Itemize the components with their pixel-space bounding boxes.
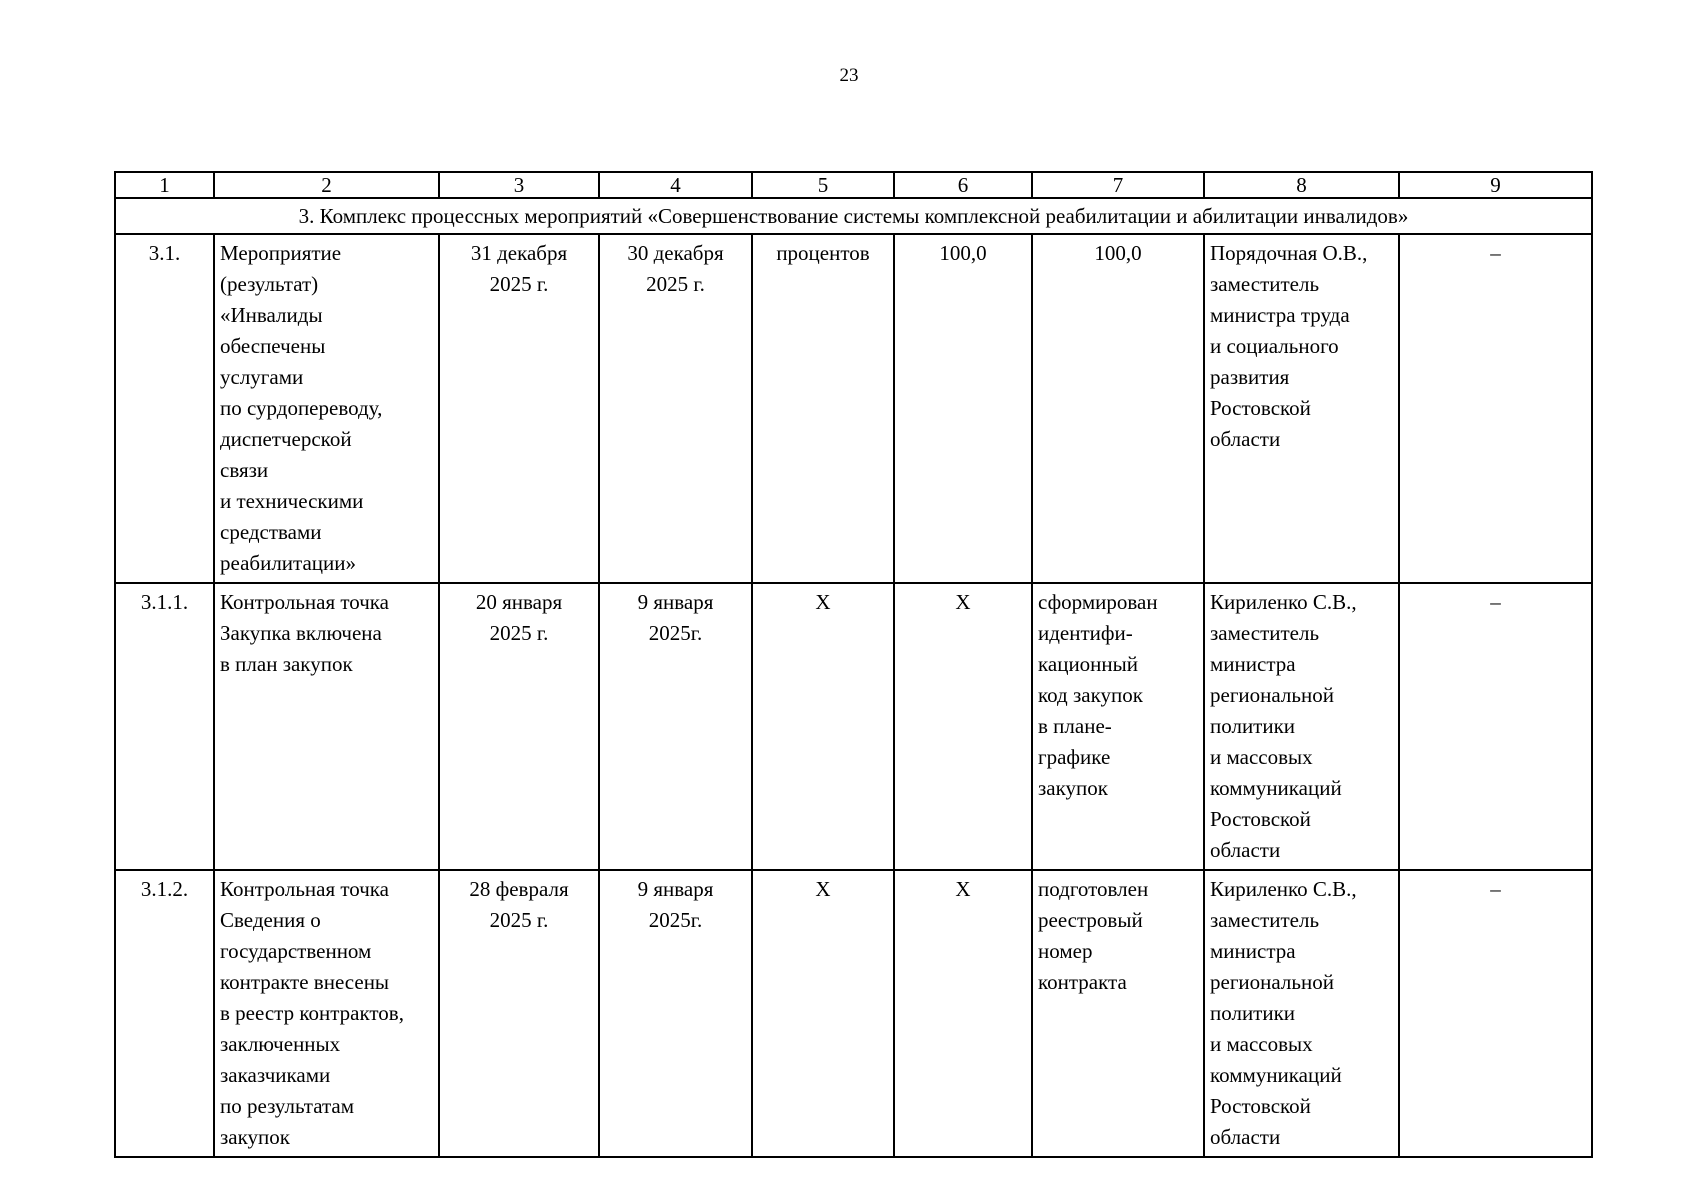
section-title: 3. Комплекс процессных мероприятий «Совершенствование системы комплексной реабилитации и абилитации инвалидов» — [115, 198, 1592, 234]
column-number: 8 — [1204, 172, 1399, 198]
event-name — [214, 234, 439, 583]
responsible-text: Кириленко С.В., заместитель министра региональной политики и массовых коммуникаций Ростовской области — [1210, 590, 1357, 862]
table-row — [115, 870, 1592, 1157]
fact-value — [1032, 870, 1204, 1157]
fact-value — [1032, 234, 1204, 583]
fact-value — [1032, 583, 1204, 870]
plan-date-text: 28 февраля 2025 г. — [469, 877, 569, 932]
column-number: 6 — [894, 172, 1032, 198]
column-number: 5 — [752, 172, 894, 198]
table-row — [115, 583, 1592, 870]
fact-date — [599, 234, 752, 583]
event-name-text: Контрольная точка Сведения о государственном контракте внесены в реестр контрактов, заключенных заказчиками по результатам закупок — [220, 877, 404, 1149]
note: – — [1399, 870, 1592, 1157]
column-number: 4 — [599, 172, 752, 198]
plan-value: X — [894, 583, 1032, 870]
event-name-text: Контрольная точка Закупка включена в план закупок — [220, 590, 390, 676]
event-name — [214, 870, 439, 1157]
plan-date — [439, 583, 599, 870]
column-number: 3 — [439, 172, 599, 198]
fact-date-text: 9 января 2025г. — [637, 590, 714, 645]
event-name — [214, 583, 439, 870]
column-number: 9 — [1399, 172, 1592, 198]
responsible-text: Кириленко С.В., заместитель министра региональной политики и массовых коммуникаций Ростовской области — [1210, 877, 1357, 1149]
responsible-text: Порядочная О.В., заместитель министра труда и социального развития Ростовской области — [1210, 241, 1368, 451]
plan-value: 100,0 — [894, 234, 1032, 583]
fact-value-text: 100,0 — [1094, 241, 1142, 265]
event-name-text: Мероприятие (результат) «Инвалиды обеспечены услугами по сурдопереводу, диспетчерской связи и техническими средствами реабилитации» — [220, 241, 383, 575]
fact-date — [599, 870, 752, 1157]
column-number: 2 — [214, 172, 439, 198]
responsible — [1204, 870, 1399, 1157]
fact-value-text: сформирован идентифи- кационный код закупок в плане- графике закупок — [1038, 590, 1158, 800]
fact-date-text: 30 декабря 2025 г. — [627, 241, 724, 296]
row-number: 3.1.2. — [115, 870, 214, 1157]
note: – — [1399, 583, 1592, 870]
plan-date-text: 20 января 2025 г. — [475, 590, 563, 645]
row-number: 3.1. — [115, 234, 214, 583]
unit: процентов — [752, 234, 894, 583]
plan-date — [439, 234, 599, 583]
fact-date-text: 9 января 2025г. — [637, 877, 714, 932]
page-number: 23 — [839, 65, 859, 86]
column-number: 7 — [1032, 172, 1204, 198]
fact-value-text: подготовлен реестровый номер контракта — [1038, 877, 1149, 994]
responsible — [1204, 583, 1399, 870]
table-row — [115, 234, 1592, 583]
responsible — [1204, 234, 1399, 583]
row-number: 3.1.1. — [115, 583, 214, 870]
section-title-row — [115, 198, 1592, 234]
plan-date-text: 31 декабря 2025 г. — [470, 241, 568, 296]
unit: X — [752, 870, 894, 1157]
column-number: 1 — [115, 172, 214, 198]
plan-value: X — [894, 870, 1032, 1157]
plan-date — [439, 870, 599, 1157]
column-numbers-row — [115, 172, 1592, 198]
fact-date — [599, 583, 752, 870]
report-table — [114, 171, 1593, 1158]
note: – — [1399, 234, 1592, 583]
unit: X — [752, 583, 894, 870]
